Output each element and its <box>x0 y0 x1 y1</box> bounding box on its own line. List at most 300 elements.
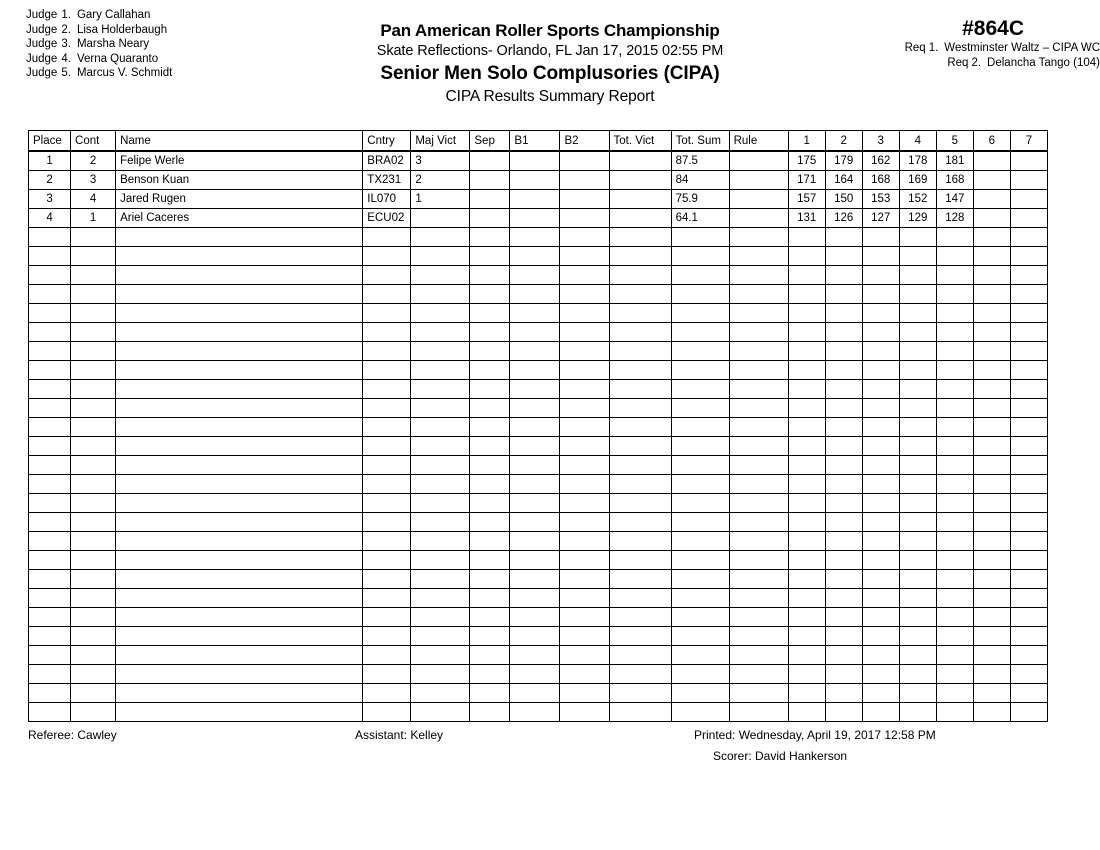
cell-empty <box>862 646 899 665</box>
cell-empty <box>609 304 671 323</box>
cell-empty <box>788 513 825 532</box>
cell-empty <box>788 475 825 494</box>
cell-empty <box>1010 589 1047 608</box>
cell-empty <box>788 703 825 722</box>
cell-empty <box>1010 513 1047 532</box>
cell-judge-score-4: 169 <box>899 171 936 190</box>
cell-empty <box>973 646 1010 665</box>
cell-tot-sum: 84 <box>671 171 729 190</box>
cell-empty <box>1010 456 1047 475</box>
cell-tot-vict <box>609 151 671 171</box>
cell-empty <box>71 418 116 437</box>
table-row <box>29 151 1048 171</box>
cell-empty <box>936 380 973 399</box>
cell-cntry: TX231 <box>363 171 411 190</box>
table-row-empty <box>29 361 1048 380</box>
cell-empty <box>71 703 116 722</box>
cell-empty <box>116 323 363 342</box>
cell-empty <box>788 380 825 399</box>
cell-empty <box>788 304 825 323</box>
cell-empty <box>411 665 470 684</box>
cell-empty <box>973 418 1010 437</box>
cell-empty <box>609 589 671 608</box>
cell-sep <box>470 190 510 209</box>
cell-empty <box>116 684 363 703</box>
cell-empty <box>936 703 973 722</box>
cell-empty <box>71 513 116 532</box>
cell-empty <box>1010 418 1047 437</box>
cell-empty <box>862 456 899 475</box>
cell-empty <box>973 342 1010 361</box>
cell-empty <box>71 380 116 399</box>
cell-rule <box>729 151 788 171</box>
cell-empty <box>729 494 788 513</box>
cell-empty <box>411 703 470 722</box>
cell-empty <box>510 551 560 570</box>
cell-empty <box>973 608 1010 627</box>
cell-empty <box>609 266 671 285</box>
cell-empty <box>1010 304 1047 323</box>
cell-place: 1 <box>29 151 71 171</box>
cell-empty <box>470 646 510 665</box>
cell-empty <box>363 380 411 399</box>
requirement-label: Req <box>904 42 926 54</box>
cell-empty <box>899 627 936 646</box>
cell-empty <box>560 285 609 304</box>
cell-judge-score-6 <box>973 171 1010 190</box>
column-header: Place <box>29 131 71 152</box>
table-row-empty <box>29 285 1048 304</box>
table-row-empty <box>29 665 1048 684</box>
table-row-empty <box>29 646 1048 665</box>
cell-empty <box>560 608 609 627</box>
cell-empty <box>862 418 899 437</box>
cell-empty <box>729 304 788 323</box>
cell-maj-vict <box>411 209 470 228</box>
cell-b1 <box>510 151 560 171</box>
table-row <box>29 209 1048 228</box>
cell-empty <box>862 570 899 589</box>
cell-empty <box>560 627 609 646</box>
cell-empty <box>729 570 788 589</box>
cell-empty <box>936 684 973 703</box>
cell-empty <box>29 532 71 551</box>
cell-judge-score-2: 164 <box>825 171 862 190</box>
cell-sep <box>470 151 510 171</box>
table-row-empty <box>29 418 1048 437</box>
cell-empty <box>671 703 729 722</box>
cell-empty <box>825 570 862 589</box>
cell-empty <box>973 703 1010 722</box>
cell-sep <box>470 171 510 190</box>
cell-empty <box>116 399 363 418</box>
cell-empty <box>116 380 363 399</box>
cell-empty <box>71 266 116 285</box>
cell-empty <box>560 304 609 323</box>
cell-empty <box>729 684 788 703</box>
cell-empty <box>560 418 609 437</box>
cell-empty <box>560 323 609 342</box>
cell-empty <box>116 494 363 513</box>
cell-judge-score-1: 157 <box>788 190 825 209</box>
column-header: 7 <box>1010 131 1047 152</box>
table-row-empty <box>29 323 1048 342</box>
cell-empty <box>671 570 729 589</box>
requirement-row <box>870 56 1100 71</box>
column-header: B1 <box>510 131 560 152</box>
cell-empty <box>116 532 363 551</box>
cell-empty <box>973 380 1010 399</box>
cell-empty <box>510 399 560 418</box>
cell-empty <box>71 684 116 703</box>
cell-empty <box>671 380 729 399</box>
cell-empty <box>899 228 936 247</box>
cell-empty <box>609 684 671 703</box>
cell-empty <box>363 494 411 513</box>
cell-empty <box>411 361 470 380</box>
cell-empty <box>510 380 560 399</box>
cell-empty <box>411 228 470 247</box>
cell-empty <box>899 456 936 475</box>
cell-empty <box>116 703 363 722</box>
judge-number: 5. <box>61 67 71 80</box>
cell-empty <box>899 418 936 437</box>
cell-empty <box>560 266 609 285</box>
cell-empty <box>363 475 411 494</box>
cell-empty <box>788 684 825 703</box>
cell-empty <box>560 513 609 532</box>
cell-empty <box>671 494 729 513</box>
cell-cont: 2 <box>71 151 116 171</box>
cell-empty <box>116 361 363 380</box>
cell-empty <box>116 551 363 570</box>
cell-empty <box>71 570 116 589</box>
cell-empty <box>29 399 71 418</box>
cell-empty <box>671 684 729 703</box>
cell-empty <box>825 437 862 456</box>
cell-empty <box>363 627 411 646</box>
cell-empty <box>671 475 729 494</box>
cell-empty <box>116 570 363 589</box>
cell-empty <box>973 513 1010 532</box>
cell-empty <box>411 570 470 589</box>
cell-empty <box>788 266 825 285</box>
cell-empty <box>1010 266 1047 285</box>
cell-empty <box>560 437 609 456</box>
cell-empty <box>363 323 411 342</box>
cell-empty <box>411 627 470 646</box>
cell-cntry: ECU02 <box>363 209 411 228</box>
cell-empty <box>899 551 936 570</box>
cell-empty <box>411 456 470 475</box>
cell-judge-score-7 <box>1010 171 1047 190</box>
cell-empty <box>560 551 609 570</box>
cell-empty <box>470 665 510 684</box>
cell-empty <box>825 304 862 323</box>
cell-empty <box>671 418 729 437</box>
cell-empty <box>825 475 862 494</box>
cell-empty <box>470 228 510 247</box>
cell-rule <box>729 171 788 190</box>
cell-empty <box>470 380 510 399</box>
cell-empty <box>671 399 729 418</box>
cell-empty <box>973 285 1010 304</box>
cell-empty <box>560 665 609 684</box>
report-subtitle: CIPA Results Summary Report <box>445 88 655 105</box>
cell-empty <box>71 627 116 646</box>
cell-empty <box>71 456 116 475</box>
cell-empty <box>899 703 936 722</box>
requirement-row <box>870 41 1100 56</box>
table-row-empty <box>29 608 1048 627</box>
cell-empty <box>470 703 510 722</box>
cell-tot-vict <box>609 190 671 209</box>
judge-label: Judge <box>26 23 58 36</box>
cell-empty <box>29 570 71 589</box>
cell-empty <box>609 418 671 437</box>
cell-empty <box>825 608 862 627</box>
cell-empty <box>560 589 609 608</box>
cell-empty <box>671 551 729 570</box>
cell-empty <box>609 646 671 665</box>
cell-empty <box>936 418 973 437</box>
cell-empty <box>609 570 671 589</box>
cell-empty <box>470 399 510 418</box>
cell-place: 4 <box>29 209 71 228</box>
cell-empty <box>973 361 1010 380</box>
cell-empty <box>825 361 862 380</box>
cell-empty <box>29 247 71 266</box>
division-title: Senior Men Solo Complusories (CIPA) <box>380 63 720 84</box>
cell-empty <box>411 342 470 361</box>
cell-judge-score-1: 131 <box>788 209 825 228</box>
cell-empty <box>29 627 71 646</box>
cell-maj-vict: 3 <box>411 151 470 171</box>
cell-empty <box>560 570 609 589</box>
cell-empty <box>470 494 510 513</box>
cell-place: 2 <box>29 171 71 190</box>
cell-empty <box>29 323 71 342</box>
cell-empty <box>470 285 510 304</box>
judge-row <box>26 66 172 81</box>
cell-empty <box>936 247 973 266</box>
table-row-empty <box>29 589 1048 608</box>
cell-empty <box>363 684 411 703</box>
cell-empty <box>788 247 825 266</box>
referee-label: Referee: Cawley <box>28 728 117 742</box>
cell-b1 <box>510 209 560 228</box>
column-header: Name <box>116 131 363 152</box>
cell-empty <box>936 627 973 646</box>
cell-empty <box>29 513 71 532</box>
requirement-text: Westminster Waltz – CIPA WC <box>944 42 1100 54</box>
cell-tot-vict <box>609 209 671 228</box>
cell-empty <box>363 266 411 285</box>
cell-empty <box>609 361 671 380</box>
cell-name: Jared Rugen <box>116 190 363 209</box>
table-row-empty <box>29 266 1048 285</box>
cell-empty <box>899 361 936 380</box>
cell-empty <box>899 570 936 589</box>
cell-judge-score-7 <box>1010 190 1047 209</box>
cell-empty <box>936 475 973 494</box>
requirement-number: 1. <box>928 42 939 54</box>
cell-empty <box>29 551 71 570</box>
cell-empty <box>29 266 71 285</box>
cell-empty <box>825 399 862 418</box>
cell-empty <box>862 247 899 266</box>
table-row-empty <box>29 380 1048 399</box>
cell-empty <box>788 494 825 513</box>
table-header-row <box>29 131 1048 152</box>
cell-cont: 4 <box>71 190 116 209</box>
cell-empty <box>729 646 788 665</box>
cell-empty <box>899 399 936 418</box>
cell-empty <box>936 494 973 513</box>
column-header: Maj Vict <box>411 131 470 152</box>
cell-empty <box>510 627 560 646</box>
cell-empty <box>671 361 729 380</box>
cell-empty <box>470 456 510 475</box>
cell-empty <box>116 513 363 532</box>
cell-empty <box>411 437 470 456</box>
cell-empty <box>609 665 671 684</box>
cell-b2 <box>560 190 609 209</box>
column-header: Cont <box>71 131 116 152</box>
cell-empty <box>510 247 560 266</box>
cell-empty <box>609 703 671 722</box>
column-header: 5 <box>936 131 973 152</box>
cell-empty <box>671 665 729 684</box>
cell-empty <box>729 703 788 722</box>
cell-empty <box>825 494 862 513</box>
cell-empty <box>363 551 411 570</box>
cell-empty <box>899 304 936 323</box>
cell-empty <box>973 266 1010 285</box>
cell-empty <box>899 342 936 361</box>
cell-b2 <box>560 151 609 171</box>
cell-tot-sum: 64.1 <box>671 209 729 228</box>
cell-empty <box>411 247 470 266</box>
cell-empty <box>411 551 470 570</box>
cell-name: Benson Kuan <box>116 171 363 190</box>
cell-empty <box>411 304 470 323</box>
cell-empty <box>825 285 862 304</box>
cell-empty <box>411 266 470 285</box>
cell-empty <box>363 342 411 361</box>
cell-empty <box>729 532 788 551</box>
cell-b1 <box>510 171 560 190</box>
cell-empty <box>729 513 788 532</box>
cell-empty <box>671 627 729 646</box>
cell-empty <box>729 475 788 494</box>
table-row-empty <box>29 494 1048 513</box>
cell-empty <box>510 665 560 684</box>
cell-empty <box>411 608 470 627</box>
cell-empty <box>363 456 411 475</box>
cell-empty <box>510 323 560 342</box>
cell-judge-score-2: 179 <box>825 151 862 171</box>
cell-judge-score-5: 128 <box>936 209 973 228</box>
column-header: Cntry <box>363 131 411 152</box>
cell-empty <box>29 342 71 361</box>
cell-empty <box>973 551 1010 570</box>
cell-judge-score-5: 168 <box>936 171 973 190</box>
table-row-empty <box>29 627 1048 646</box>
judge-number: 4. <box>61 52 71 65</box>
cell-empty <box>470 513 510 532</box>
cell-judge-score-4: 152 <box>899 190 936 209</box>
judge-label: Judge <box>26 38 58 51</box>
cell-empty <box>788 551 825 570</box>
cell-empty <box>510 437 560 456</box>
cell-empty <box>1010 627 1047 646</box>
cell-empty <box>973 494 1010 513</box>
cell-empty <box>862 437 899 456</box>
cell-empty <box>973 570 1010 589</box>
cell-empty <box>825 627 862 646</box>
cell-empty <box>1010 228 1047 247</box>
cell-sep <box>470 209 510 228</box>
cell-empty <box>510 456 560 475</box>
venue-datetime: Skate Reflections- Orlando, FL Jan 17, 2015 02:55 PM <box>376 43 724 59</box>
results-table <box>28 130 1048 722</box>
cell-empty <box>788 323 825 342</box>
cell-empty <box>1010 665 1047 684</box>
cell-empty <box>1010 608 1047 627</box>
cell-rule <box>729 190 788 209</box>
cell-empty <box>973 532 1010 551</box>
cell-empty <box>729 418 788 437</box>
cell-empty <box>825 380 862 399</box>
cell-judge-score-3: 153 <box>862 190 899 209</box>
cell-empty <box>973 323 1010 342</box>
cell-empty <box>560 228 609 247</box>
cell-empty <box>29 228 71 247</box>
cell-empty <box>973 627 1010 646</box>
cell-empty <box>470 589 510 608</box>
cell-empty <box>116 589 363 608</box>
cell-empty <box>560 247 609 266</box>
cell-empty <box>411 285 470 304</box>
printed-label: Printed: Wednesday, April 19, 2017 12:58 PM <box>694 728 936 742</box>
cell-empty <box>29 304 71 323</box>
cell-empty <box>729 399 788 418</box>
cell-empty <box>116 456 363 475</box>
cell-empty <box>609 342 671 361</box>
cell-empty <box>1010 532 1047 551</box>
column-header: Sep <box>470 131 510 152</box>
cell-cntry: BRA02 <box>363 151 411 171</box>
table-row-empty <box>29 304 1048 323</box>
cell-name: Felipe Werle <box>116 151 363 171</box>
cell-empty <box>470 304 510 323</box>
cell-empty <box>729 627 788 646</box>
cell-empty <box>788 418 825 437</box>
cell-empty <box>973 228 1010 247</box>
cell-empty <box>788 570 825 589</box>
cell-empty <box>510 646 560 665</box>
cell-empty <box>71 323 116 342</box>
cell-empty <box>862 380 899 399</box>
cell-empty <box>29 418 71 437</box>
cell-empty <box>510 589 560 608</box>
cell-empty <box>936 285 973 304</box>
cell-empty <box>560 361 609 380</box>
table-row-empty <box>29 532 1048 551</box>
cell-empty <box>862 703 899 722</box>
cell-empty <box>899 589 936 608</box>
